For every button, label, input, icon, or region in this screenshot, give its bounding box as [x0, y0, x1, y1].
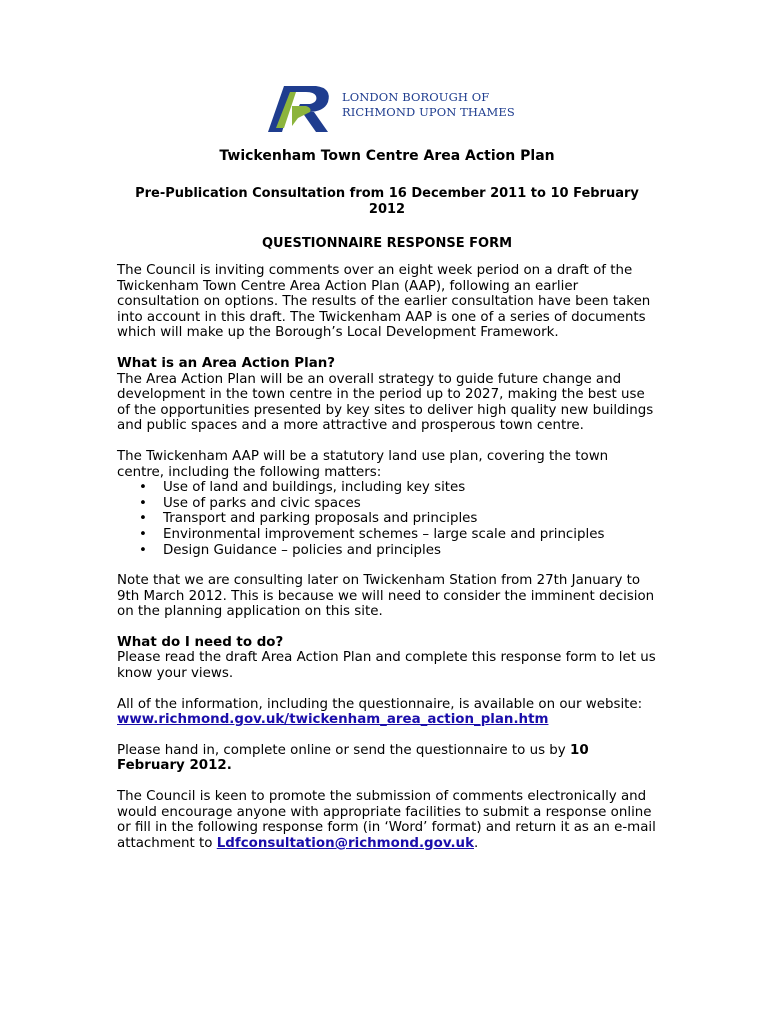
- list-item: • Environmental improvement schemes – large scale and principles: [163, 527, 657, 543]
- logo-line-2: RICHMOND UPON THAMES: [342, 105, 515, 119]
- what-is-heading: What is an Area Action Plan?: [117, 355, 336, 371]
- matters-list: [117, 480, 657, 558]
- intro-paragraph: The Council is inviting comments over an eight week period on a draft of the Twickenham Town Centre Area Action Plan (AAP), following an earlier consultation on options. The results of the earlier consultation have been taken into account in this draft. The Twickenham AAP is one of a series of documents which will make up the Borough’s Local Development Framework.: [117, 263, 651, 341]
- list-item: • Use of parks and civic spaces: [163, 496, 657, 512]
- what-do-heading: What do I need to do?: [117, 634, 284, 650]
- list-item: • Transport and parking proposals and principles: [163, 511, 657, 527]
- council-logo: [262, 82, 515, 134]
- deadline-paragraph: [117, 743, 657, 774]
- electronic-text: The Council is keen to promote the submission of comments electronically and would encourage anyone with appropriate facilities to submit a response online or fill in the following response form (in ‘Word’ format) and return it as an e-mail attachment to: [117, 789, 656, 851]
- info-text: All of the information, including the questionnaire, is available on our website:: [117, 696, 643, 712]
- list-item: • Design Guidance – policies and principles: [163, 543, 657, 559]
- email-link[interactable]: Ldfconsultation@richmond.gov.uk: [216, 835, 474, 851]
- logo-wordmark: [342, 90, 515, 120]
- document-body: [117, 148, 657, 866]
- list-item: • Use of land and buildings, including key sites: [163, 480, 657, 496]
- email-end: .: [473, 835, 479, 851]
- station-note: Note that we are consulting later on Twickenham Station from 27th January to 9th March 2012. This is because we will need to consider the imminent decision on the planning application on this site.: [117, 573, 655, 620]
- statutory-intro: The Twickenham AAP will be a statutory land use plan, covering the town centre, including the following matters:: [117, 448, 609, 480]
- page-title: Twickenham Town Centre Area Action Plan: [219, 148, 555, 164]
- deadline-date: 10 February 2012.: [117, 742, 589, 774]
- richmond-r-logo-icon: [262, 82, 342, 134]
- what-is-text: The Area Action Plan will be an overall strategy to guide future change and development in the town centre in the period up to 2027, making the best use of the opportunities presented by key sites to deliver high quality new buildings and public spaces and a more attractive and prosperous town centre.: [117, 371, 654, 434]
- electronic-paragraph: [117, 789, 657, 851]
- website-link[interactable]: www.richmond.gov.uk/twickenham_area_action_plan.htm: [117, 712, 549, 728]
- matters-section: [117, 449, 657, 558]
- deadline-text: Please hand in, complete online or send the questionnaire to us by: [117, 742, 570, 758]
- form-heading: QUESTIONNAIRE RESPONSE FORM: [261, 236, 513, 251]
- consultation-dates: Pre-Publication Consultation from 16 December 2011 to 10 February 2012: [135, 186, 639, 217]
- what-do-section: [117, 635, 657, 682]
- logo-line-1: LONDON BOROUGH OF: [342, 90, 490, 104]
- what-do-text: Please read the draft Area Action Plan and complete this response form to let us know your views.: [117, 650, 656, 682]
- what-is-section: [117, 356, 657, 434]
- info-paragraph: [117, 697, 657, 728]
